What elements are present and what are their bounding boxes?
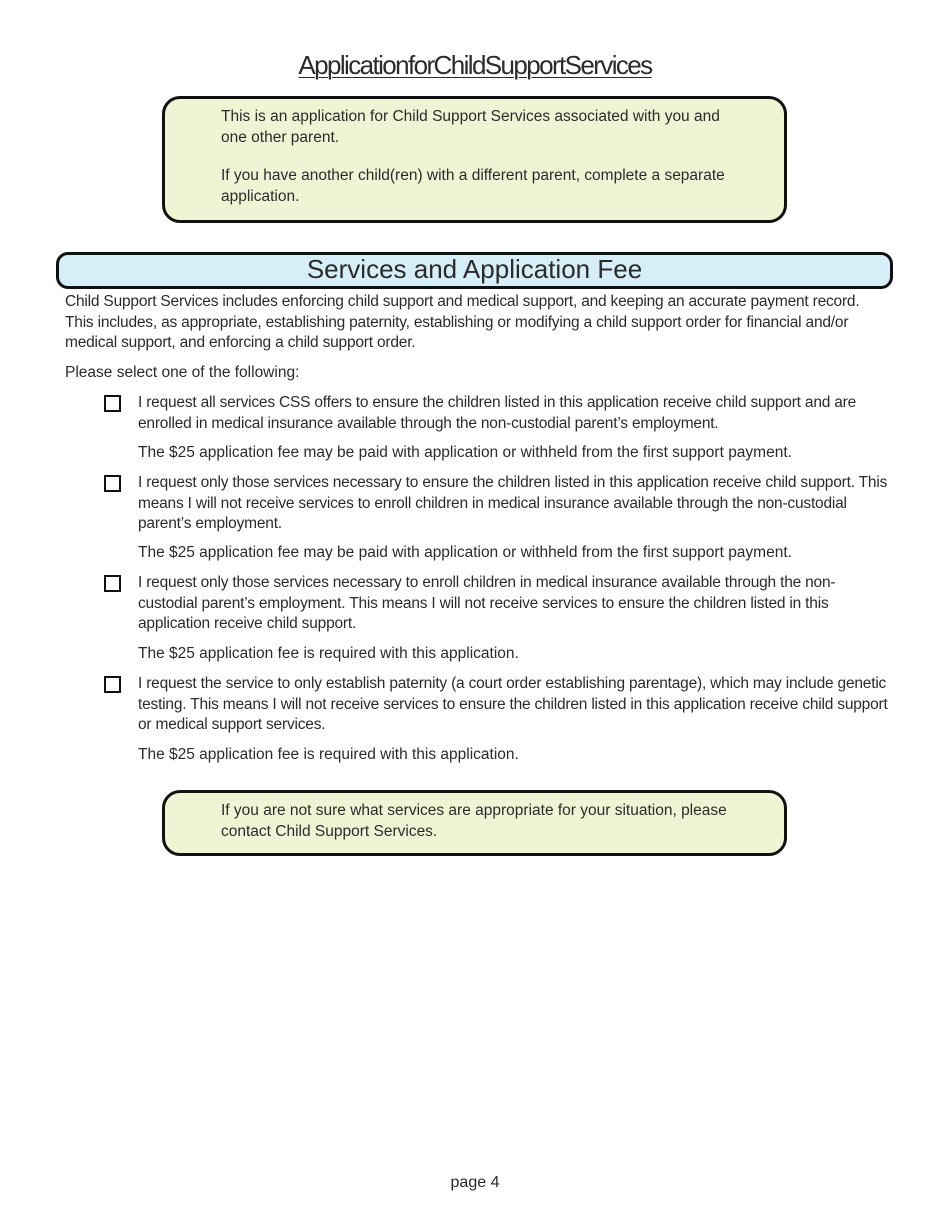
intro-note-box (162, 96, 787, 223)
page-number: page 4 (450, 1174, 500, 1191)
option-label: I request only those services necessary to enroll children in medical insurance available through the non-custodial parent’s employment. This means I will not receive services to ensure the children listed in this application receive child support. (138, 574, 836, 632)
checkbox-all-services[interactable] (104, 395, 121, 412)
section-intro: Child Support Services includes enforcing child support and medical support, and keeping an accurate payment record. This includes, as appropriate, establishing paternity, establishing or modifying a child support order for financial and/or medical support, and enforcing a child support order. (65, 293, 860, 351)
option-label: I request the service to only establish paternity (a court order establishing parentage), which may include genetic testing. This means I will not receive services to ensure the children listed in this application receive child support or medical support services. (138, 675, 888, 733)
option-fee-note: The $25 application fee may be paid with application or withheld from the first support payment. (138, 444, 792, 461)
intro-note-paragraph-2: If you have another child(ren) with a different parent, complete a separate application. (221, 167, 725, 205)
help-note-text: If you are not sure what services are appropriate for your situation, please contact Child Support Services. (221, 802, 727, 840)
option-fee-note: The $25 application fee is required with this application. (138, 645, 519, 662)
document-title: ApplicationforChildSupportServices (298, 50, 652, 80)
help-note-box (162, 790, 787, 856)
intro-note-paragraph-1: This is an application for Child Support Services associated with you and one other parent. (221, 108, 720, 146)
option-fee-note: The $25 application fee may be paid with application or withheld from the first support payment. (138, 544, 792, 561)
checkbox-child-support-only[interactable] (104, 475, 121, 492)
checkbox-paternity-only[interactable] (104, 676, 121, 693)
select-prompt: Please select one of the following: (65, 364, 300, 381)
option-fee-note: The $25 application fee is required with this application. (138, 746, 519, 763)
option-label: I request only those services necessary to ensure the children listed in this application receive child support. This means I will not receive services to enroll children in medical insurance available through the non-custodial parent’s employment. (138, 474, 888, 532)
option-label: I request all services CSS offers to ensure the children listed in this application receive child support and are enrolled in medical insurance available through the non-custodial parent’s employment. (138, 394, 857, 432)
section-heading: Services and Application Fee (56, 252, 893, 289)
checkbox-medical-only[interactable] (104, 575, 121, 592)
